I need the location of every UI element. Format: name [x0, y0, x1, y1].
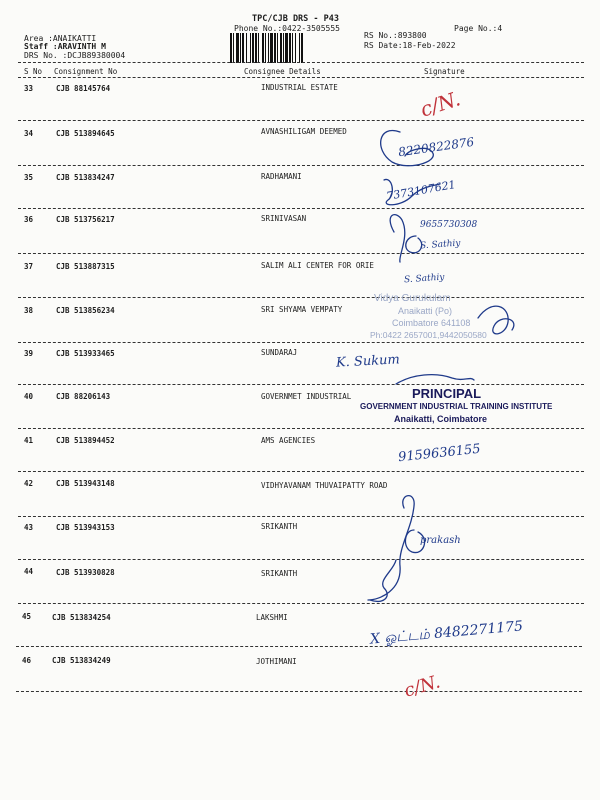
consignee-name: AMS AGENCIES	[261, 436, 316, 445]
consignee-name: SRI SHYAMA VEMPATY	[261, 305, 343, 314]
consignment-number: CJB 513887315	[56, 262, 115, 271]
signature-circle-b2	[405, 530, 424, 553]
rs-date: RS Date:18-Feb-2022	[364, 41, 456, 50]
consignee-name: JOTHIMANI	[256, 657, 297, 666]
report-title: TPC/CJB DRS - P43	[252, 14, 339, 24]
phone-number: Phone No.:0422-3505555	[234, 24, 340, 33]
consignment-number: CJB 513933465	[56, 349, 115, 358]
handwritten-name: S. Sathiy	[403, 272, 445, 286]
consignment-number: CJB 513834249	[52, 656, 111, 665]
consignee-name: LAKSHMI	[256, 613, 288, 622]
col-consignment: Consignment No	[54, 67, 118, 76]
row-number: 34	[24, 129, 34, 138]
row-number: 40	[24, 392, 34, 401]
consignment-number: CJB 513856234	[56, 306, 115, 315]
row-number: 45	[22, 612, 32, 621]
signature-stroke-35	[384, 179, 440, 204]
handwritten-phone: 9159636155	[397, 441, 482, 466]
handwritten-phone: 8220822876	[397, 134, 475, 160]
school-stamp-place: Anaikatti (Po)	[398, 306, 453, 316]
consignment-number: CJB 513930828	[56, 568, 115, 577]
consignee-name: SUNDARAJ	[261, 348, 298, 357]
principal-stamp-institute: GOVERNMENT INDUSTRIAL TRAINING INSTITUTE	[360, 402, 553, 411]
consignment-number: CJB 513894645	[56, 129, 115, 138]
consignment-number: CJB 513834247	[56, 173, 115, 182]
drs-number: DRS No. :DCJB89380004	[24, 51, 126, 60]
consignment-number: CJB 88206143	[56, 392, 111, 401]
staff-label: Staff :ARAVINTH M	[24, 42, 106, 51]
handwritten-name: prakash	[420, 535, 461, 546]
row-number: 46	[22, 656, 32, 665]
consignment-number: CJB 513834254	[52, 613, 111, 622]
row-number: 33	[24, 84, 34, 93]
handwritten-phone: 7373107621	[385, 178, 457, 203]
area-label: Area :ANAIKATTI	[24, 34, 97, 43]
row-number: 39	[24, 349, 34, 358]
principal-stamp-place: Anaikatti, Coimbatore	[394, 414, 488, 424]
row-number: 43	[24, 523, 34, 532]
row-number: 38	[24, 306, 34, 315]
school-stamp-name: Vidya Gurukulam	[374, 293, 451, 304]
col-consignee: Consignee Details	[244, 67, 321, 76]
consignee-name: SRINIVASAN	[261, 214, 307, 223]
handwritten-cn-top: c/N.	[417, 86, 464, 122]
row-number: 36	[24, 215, 34, 224]
signature-stroke-34	[381, 130, 434, 165]
row-number: 41	[24, 436, 34, 445]
signature-stroke-40	[396, 375, 474, 384]
signature-hook-44	[370, 560, 396, 601]
col-signature: Signature	[424, 67, 465, 76]
row-number: 35	[24, 173, 34, 182]
handwritten-note: X ஓட்டம் 8482271175	[369, 618, 524, 648]
consignee-name: RADHAMANI	[261, 172, 302, 181]
consignment-number: CJB 513943148	[56, 479, 115, 488]
consignee-name: GOVERNMET INDUSTRIAL	[261, 392, 352, 401]
school-stamp-city: Coimbatore 641108	[392, 318, 471, 328]
handwritten-phone: 9655730308	[420, 220, 478, 230]
handwritten-name: S. Sathiy	[419, 238, 461, 252]
signature-stroke-36	[390, 215, 405, 262]
consignee-name: AVNASHILIGAM DEEMED	[261, 127, 347, 136]
consignment-number: CJB 513943153	[56, 523, 115, 532]
col-sno: S No	[24, 67, 43, 76]
consignment-number: CJB 513756217	[56, 215, 115, 224]
consignee-name: SRIKANTH	[261, 569, 298, 578]
consignee-name: INDUSTRIAL ESTATE	[261, 83, 338, 92]
signature-circle-b1	[406, 236, 422, 253]
handwritten-cn-bottom: c/N.	[401, 671, 443, 702]
consignee-name: VIDHYAVANAM THUVAIPATTY ROAD	[261, 481, 388, 490]
consignment-number: CJB 88145764	[56, 84, 111, 93]
handwritten-name: K. Sukum	[335, 352, 401, 371]
signature-stroke-38	[478, 306, 514, 334]
row-number: 44	[24, 567, 34, 576]
row-number: 37	[24, 262, 34, 271]
consignment-number: CJB 513894452	[56, 436, 115, 445]
row-number: 42	[24, 479, 34, 488]
consignee-name: SALIM ALI CENTER FOR ORIE	[261, 261, 374, 270]
principal-stamp-title: PRINCIPAL	[412, 386, 482, 401]
rs-number: RS No.:893800	[364, 31, 427, 40]
page-number: Page No.:4	[454, 24, 503, 33]
school-stamp-phone: Ph:0422 2657001,9442050580	[370, 330, 487, 340]
consignee-name: SRIKANTH	[261, 522, 298, 531]
